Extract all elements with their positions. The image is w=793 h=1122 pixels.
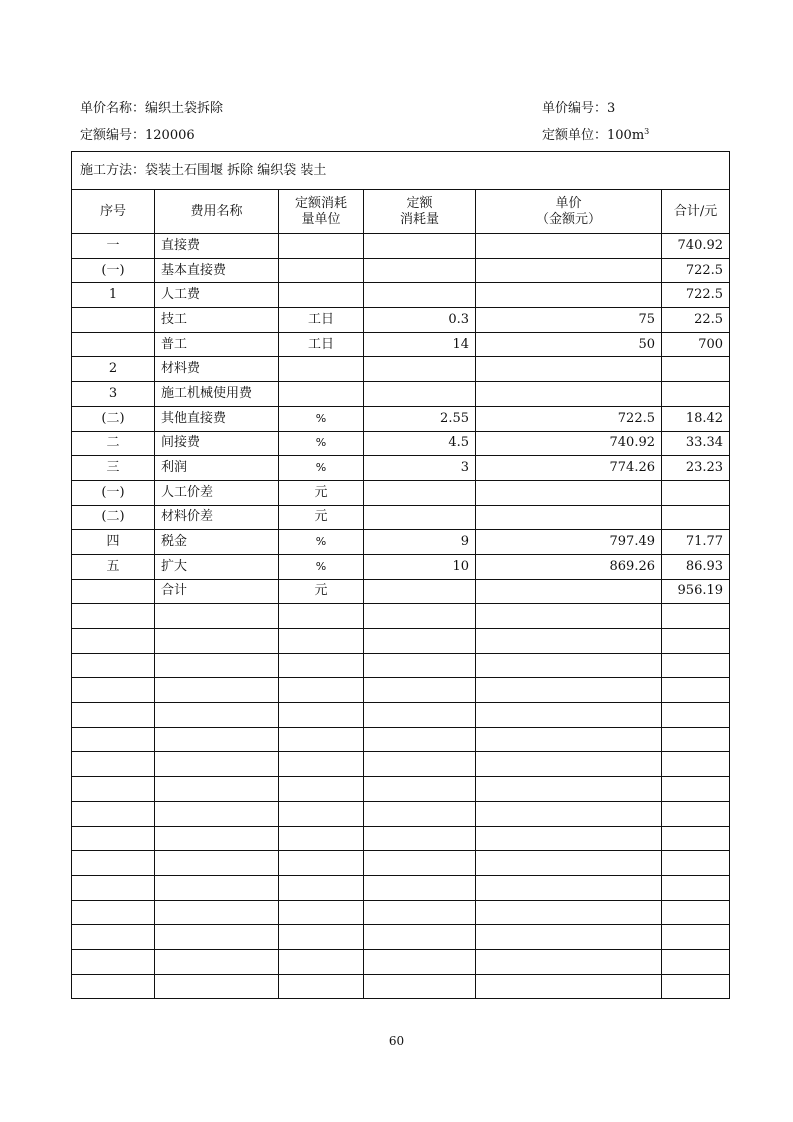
empty-row <box>72 604 730 629</box>
cell-unit: % <box>279 431 364 456</box>
cell-qty: 9 <box>364 530 476 555</box>
empty-row <box>72 678 730 703</box>
empty-cell <box>476 949 662 974</box>
empty-cell <box>476 727 662 752</box>
empty-cell <box>155 752 279 777</box>
empty-cell <box>662 653 730 678</box>
cell-unit <box>279 283 364 308</box>
col-header-price-line2: （金额元） <box>535 211 601 227</box>
empty-cell <box>364 752 476 777</box>
cell-name: 人工费 <box>155 283 279 308</box>
empty-row <box>72 752 730 777</box>
empty-row <box>72 777 730 802</box>
empty-cell <box>364 851 476 876</box>
cell-seq: (一) <box>72 258 155 283</box>
cell-qty: 2.55 <box>364 406 476 431</box>
empty-cell <box>279 851 364 876</box>
empty-cell <box>72 974 155 999</box>
cell-total: 71.77 <box>662 530 730 555</box>
cell-total: 722.5 <box>662 258 730 283</box>
table-row <box>72 554 730 579</box>
cell-seq: 3 <box>72 382 155 407</box>
empty-cell <box>476 752 662 777</box>
cell-price: 869.26 <box>476 554 662 579</box>
cell-seq: (二) <box>72 505 155 530</box>
quota-unit-text: 定额单位：100m <box>542 128 645 143</box>
cell-total <box>662 505 730 530</box>
cell-price: 797.49 <box>476 530 662 555</box>
empty-cell <box>662 629 730 654</box>
empty-cell <box>279 653 364 678</box>
empty-cell <box>662 949 730 974</box>
cell-price <box>476 480 662 505</box>
cell-unit <box>279 258 364 283</box>
cell-qty <box>364 480 476 505</box>
empty-row <box>72 900 730 925</box>
empty-cell <box>155 974 279 999</box>
empty-cell <box>364 974 476 999</box>
unit-price-name: 单价名称：编织土袋拆除 <box>80 101 224 116</box>
cell-unit: 元 <box>279 480 364 505</box>
empty-cell <box>364 703 476 728</box>
empty-cell <box>155 826 279 851</box>
quota-number: 定额编号：120006 <box>80 128 195 143</box>
empty-cell <box>364 801 476 826</box>
empty-cell <box>364 727 476 752</box>
col-header-qty-line2: 消耗量 <box>399 211 439 227</box>
empty-row <box>72 974 730 999</box>
empty-cell <box>72 851 155 876</box>
empty-cell <box>662 727 730 752</box>
col-header-qty-line1: 定额 <box>406 195 433 211</box>
empty-row <box>72 925 730 950</box>
empty-cell <box>476 801 662 826</box>
empty-cell <box>364 875 476 900</box>
empty-cell <box>364 900 476 925</box>
cell-qty <box>364 357 476 382</box>
empty-cell <box>279 703 364 728</box>
cell-total: 700 <box>662 332 730 357</box>
cell-unit: % <box>279 554 364 579</box>
table-row <box>72 258 730 283</box>
cell-price <box>476 579 662 604</box>
empty-cell <box>72 727 155 752</box>
empty-cell <box>72 752 155 777</box>
empty-cell <box>72 777 155 802</box>
empty-cell <box>155 801 279 826</box>
empty-row <box>72 851 730 876</box>
table-row <box>72 579 730 604</box>
empty-cell <box>662 826 730 851</box>
table-row <box>72 283 730 308</box>
cell-qty <box>364 234 476 259</box>
cell-total: 22.5 <box>662 308 730 333</box>
empty-cell <box>155 851 279 876</box>
col-header-seq: 序号 <box>72 190 155 234</box>
empty-row <box>72 801 730 826</box>
table-row <box>72 406 730 431</box>
construction-method-row <box>72 152 730 190</box>
table-row <box>72 480 730 505</box>
cell-name: 间接费 <box>155 431 279 456</box>
col-header-unit <box>279 190 364 234</box>
empty-cell <box>476 703 662 728</box>
empty-cell <box>279 826 364 851</box>
cell-name: 人工价差 <box>155 480 279 505</box>
table-row <box>72 530 730 555</box>
cell-qty: 3 <box>364 456 476 481</box>
cell-unit <box>279 382 364 407</box>
empty-cell <box>662 752 730 777</box>
cell-unit: 元 <box>279 505 364 530</box>
cell-price: 75 <box>476 308 662 333</box>
cell-price: 50 <box>476 332 662 357</box>
empty-cell <box>476 900 662 925</box>
cell-price <box>476 505 662 530</box>
cell-seq: 五 <box>72 554 155 579</box>
cell-unit: % <box>279 456 364 481</box>
table-row <box>72 332 730 357</box>
empty-cell <box>662 851 730 876</box>
cell-name: 技工 <box>155 308 279 333</box>
empty-cell <box>364 949 476 974</box>
cell-qty <box>364 579 476 604</box>
empty-cell <box>155 678 279 703</box>
empty-cell <box>155 653 279 678</box>
empty-row <box>72 653 730 678</box>
empty-cell <box>476 678 662 703</box>
cell-total <box>662 382 730 407</box>
unit-price-table <box>71 151 730 999</box>
cell-price: 774.26 <box>476 456 662 481</box>
cell-qty: 4.5 <box>364 431 476 456</box>
col-header-price <box>476 190 662 234</box>
cell-total: 740.92 <box>662 234 730 259</box>
table-header-row <box>72 190 730 234</box>
empty-cell <box>72 801 155 826</box>
empty-cell <box>155 925 279 950</box>
empty-cell <box>279 875 364 900</box>
empty-cell <box>364 629 476 654</box>
table-row <box>72 308 730 333</box>
empty-row <box>72 949 730 974</box>
cell-total: 86.93 <box>662 554 730 579</box>
empty-cell <box>279 727 364 752</box>
empty-cell <box>155 703 279 728</box>
cell-qty: 14 <box>364 332 476 357</box>
empty-cell <box>279 925 364 950</box>
empty-cell <box>364 925 476 950</box>
empty-cell <box>662 875 730 900</box>
empty-cell <box>476 826 662 851</box>
construction-method: 施工方法：袋装土石围堰 拆除 编织袋 装土 <box>72 152 730 190</box>
empty-cell <box>364 653 476 678</box>
cell-seq <box>72 308 155 333</box>
cell-seq: 三 <box>72 456 155 481</box>
empty-cell <box>279 629 364 654</box>
cell-total: 956.19 <box>662 579 730 604</box>
table-row <box>72 357 730 382</box>
empty-cell <box>72 925 155 950</box>
cell-name: 扩大 <box>155 554 279 579</box>
empty-cell <box>72 604 155 629</box>
empty-cell <box>155 629 279 654</box>
cell-total <box>662 480 730 505</box>
empty-cell <box>72 826 155 851</box>
empty-cell <box>476 604 662 629</box>
empty-cell <box>72 678 155 703</box>
col-header-unit-line1: 定额消耗 <box>294 195 347 211</box>
cell-name: 合计 <box>155 579 279 604</box>
empty-cell <box>476 925 662 950</box>
cell-name: 税金 <box>155 530 279 555</box>
cell-total: 33.34 <box>662 431 730 456</box>
cell-price <box>476 357 662 382</box>
empty-cell <box>476 629 662 654</box>
empty-cell <box>662 678 730 703</box>
empty-row <box>72 875 730 900</box>
cell-qty: 10 <box>364 554 476 579</box>
table-row <box>72 456 730 481</box>
empty-cell <box>155 900 279 925</box>
table-row <box>72 234 730 259</box>
cell-seq: 一 <box>72 234 155 259</box>
empty-cell <box>364 777 476 802</box>
empty-cell <box>279 777 364 802</box>
empty-cell <box>662 703 730 728</box>
empty-cell <box>476 851 662 876</box>
page-number: 60 <box>388 1034 405 1048</box>
cell-qty <box>364 505 476 530</box>
empty-cell <box>279 949 364 974</box>
empty-cell <box>662 604 730 629</box>
cell-unit <box>279 357 364 382</box>
cell-qty <box>364 258 476 283</box>
empty-cell <box>155 875 279 900</box>
cell-price <box>476 283 662 308</box>
table-row <box>72 382 730 407</box>
cell-seq: (二) <box>72 406 155 431</box>
cell-qty: 0.3 <box>364 308 476 333</box>
empty-cell <box>662 777 730 802</box>
empty-cell <box>72 949 155 974</box>
cell-name: 材料费 <box>155 357 279 382</box>
empty-cell <box>476 974 662 999</box>
empty-cell <box>662 974 730 999</box>
empty-cell <box>279 752 364 777</box>
cell-unit: % <box>279 530 364 555</box>
cell-unit: 工日 <box>279 332 364 357</box>
cell-name: 其他直接费 <box>155 406 279 431</box>
cell-total: 722.5 <box>662 283 730 308</box>
cell-unit: % <box>279 406 364 431</box>
empty-cell <box>364 604 476 629</box>
empty-cell <box>72 629 155 654</box>
cell-seq: 2 <box>72 357 155 382</box>
empty-cell <box>364 826 476 851</box>
cell-name: 直接费 <box>155 234 279 259</box>
empty-cell <box>155 777 279 802</box>
cell-seq: (一) <box>72 480 155 505</box>
empty-cell <box>364 678 476 703</box>
empty-row <box>72 826 730 851</box>
cell-unit <box>279 234 364 259</box>
empty-cell <box>155 949 279 974</box>
empty-cell <box>279 900 364 925</box>
empty-cell <box>155 604 279 629</box>
cell-total <box>662 357 730 382</box>
empty-cell <box>72 653 155 678</box>
unit-price-number: 单价编号：3 <box>542 101 616 116</box>
empty-cell <box>476 777 662 802</box>
col-header-qty <box>364 190 476 234</box>
empty-cell <box>155 727 279 752</box>
cell-price <box>476 258 662 283</box>
cell-seq: 二 <box>72 431 155 456</box>
empty-cell <box>662 925 730 950</box>
cell-name: 普工 <box>155 332 279 357</box>
col-header-total: 合计/元 <box>662 190 730 234</box>
col-header-price-line1: 单价 <box>555 195 582 211</box>
empty-cell <box>72 875 155 900</box>
cell-name: 利润 <box>155 456 279 481</box>
table-row <box>72 431 730 456</box>
cell-seq: 1 <box>72 283 155 308</box>
cell-price <box>476 234 662 259</box>
cell-total: 18.42 <box>662 406 730 431</box>
quota-unit-superscript: 3 <box>644 127 650 136</box>
cell-total: 23.23 <box>662 456 730 481</box>
cell-price <box>476 382 662 407</box>
empty-cell <box>279 974 364 999</box>
cell-name: 基本直接费 <box>155 258 279 283</box>
col-header-name: 费用名称 <box>155 190 279 234</box>
cell-unit: 工日 <box>279 308 364 333</box>
col-header-unit-line2: 量单位 <box>301 211 341 227</box>
empty-cell <box>72 703 155 728</box>
empty-row <box>72 629 730 654</box>
empty-row <box>72 727 730 752</box>
cell-qty <box>364 382 476 407</box>
empty-cell <box>72 900 155 925</box>
cell-name: 材料价差 <box>155 505 279 530</box>
empty-cell <box>476 875 662 900</box>
empty-cell <box>279 678 364 703</box>
cell-price: 722.5 <box>476 406 662 431</box>
cell-seq <box>72 579 155 604</box>
cell-qty <box>364 283 476 308</box>
empty-cell <box>279 801 364 826</box>
cell-unit: 元 <box>279 579 364 604</box>
empty-row <box>72 703 730 728</box>
empty-cell <box>279 604 364 629</box>
cell-price: 740.92 <box>476 431 662 456</box>
cell-seq <box>72 332 155 357</box>
empty-cell <box>662 900 730 925</box>
cell-name: 施工机械使用费 <box>155 382 279 407</box>
table-row <box>72 505 730 530</box>
cell-seq: 四 <box>72 530 155 555</box>
empty-cell <box>662 801 730 826</box>
quota-unit <box>542 128 649 144</box>
empty-cell <box>476 653 662 678</box>
